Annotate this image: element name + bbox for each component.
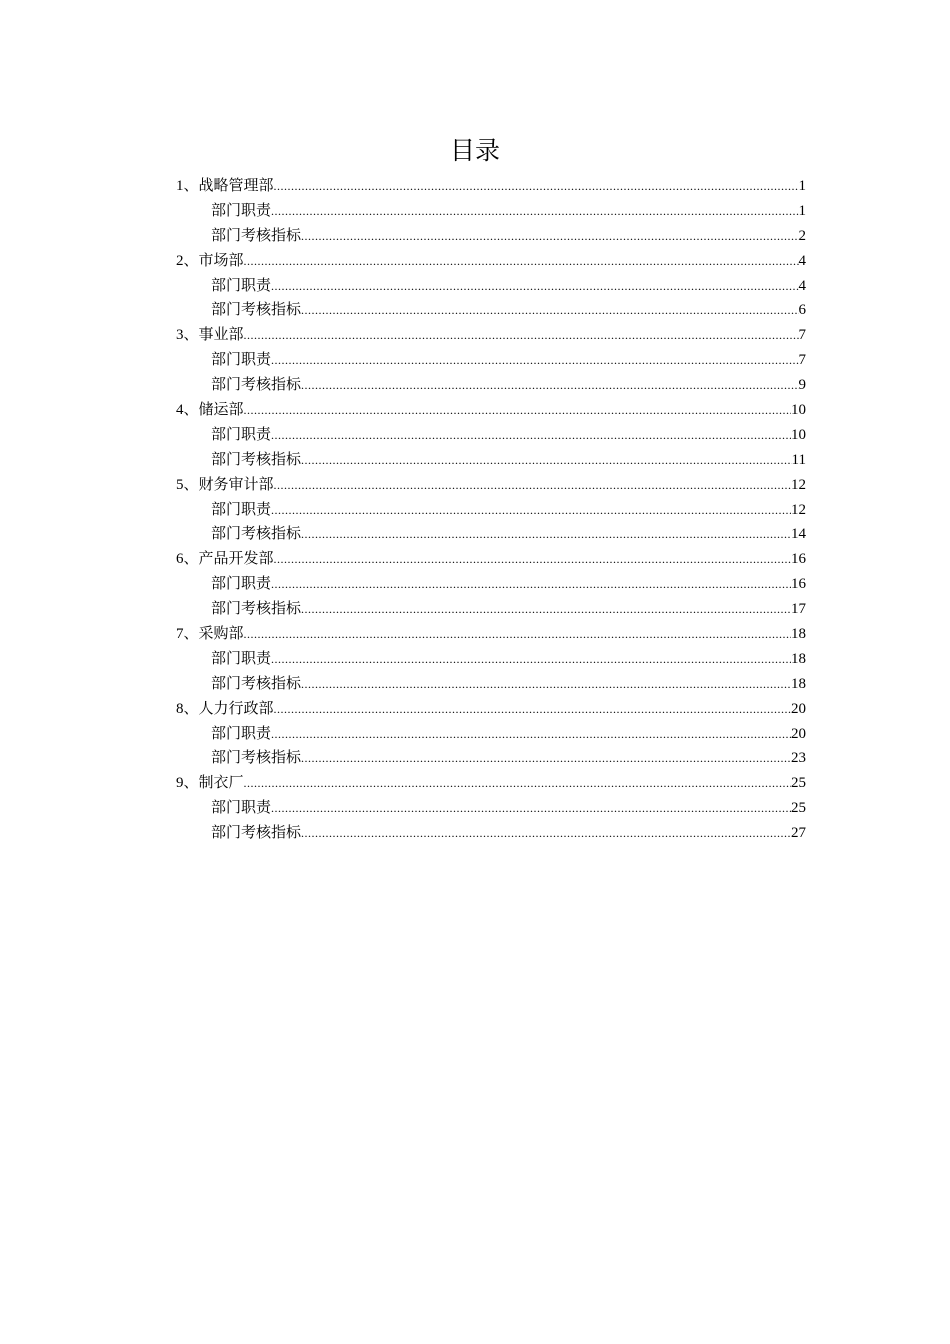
toc-dot-leader	[244, 771, 791, 796]
toc-page-number: 1	[798, 178, 806, 194]
toc-section-entry[interactable]	[176, 323, 806, 348]
toc-page-number: 7	[798, 327, 806, 344]
toc-dot-leader	[244, 249, 799, 274]
toc-page-number: 18	[791, 675, 806, 692]
toc-dot-leader	[244, 323, 799, 348]
toc-subsection-entry[interactable]	[176, 224, 806, 249]
toc-page-number: 1	[798, 202, 806, 219]
toc-page-number: 18	[791, 650, 806, 667]
toc-page-number: 14	[791, 526, 806, 543]
toc-dot-leader	[271, 722, 791, 747]
toc-subsection-entry[interactable]	[176, 597, 806, 622]
toc-dot-leader	[271, 423, 791, 448]
toc-entry-label: 8、人力行政部	[176, 700, 274, 717]
toc-entry-label: 部门职责	[211, 650, 272, 667]
toc-page-number: 10	[791, 426, 806, 443]
toc-entry-label: 部门考核指标	[211, 227, 302, 244]
toc-dot-leader	[301, 597, 791, 622]
toc-entry-label: 部门考核指标	[211, 377, 302, 394]
toc-entry-label: 9、制衣厂	[176, 775, 244, 792]
toc-entry-label: 6、产品开发部	[176, 551, 274, 568]
toc-page-number: 20	[791, 725, 806, 742]
toc-entry-label: 部门职责	[211, 800, 272, 817]
toc-dot-leader	[271, 572, 791, 597]
toc-entry-label: 3、事业部	[176, 327, 244, 344]
toc-dot-leader	[244, 398, 791, 423]
toc-entry-label: 部门考核指标	[211, 526, 302, 543]
toc-subsection-entry[interactable]	[176, 647, 806, 672]
toc-entry-label: 部门职责	[211, 352, 272, 369]
toc-dot-leader	[271, 647, 791, 672]
toc-title: 目录	[449, 136, 500, 165]
toc-page-number: 18	[791, 626, 806, 643]
toc-page-number: 6	[798, 302, 806, 319]
toc-entry-label: 7、采购部	[176, 626, 244, 643]
toc-page-number: 16	[791, 576, 806, 593]
toc-dot-leader	[271, 498, 791, 523]
toc-entry-label: 部门职责	[211, 725, 272, 742]
toc-subsection-entry[interactable]	[176, 498, 806, 523]
toc-dot-leader	[274, 697, 791, 722]
toc-dot-leader	[301, 746, 791, 771]
toc-page-number: 12	[791, 501, 806, 518]
toc-page-number: 23	[791, 750, 806, 767]
toc-subsection-entry[interactable]	[176, 423, 806, 448]
toc-dot-leader	[271, 274, 798, 299]
toc-subsection-entry[interactable]	[176, 373, 806, 398]
toc-dot-leader	[301, 373, 798, 398]
toc-section-entry[interactable]	[176, 771, 806, 796]
toc-subsection-entry[interactable]	[176, 672, 806, 697]
toc-dot-leader	[274, 174, 799, 199]
table-of-contents	[176, 174, 806, 846]
toc-subsection-entry[interactable]	[176, 522, 806, 547]
toc-subsection-entry[interactable]	[176, 298, 806, 323]
toc-page-number: 17	[791, 601, 806, 618]
toc-page-number: 20	[791, 700, 806, 717]
toc-entry-label: 2、市场部	[176, 252, 244, 269]
toc-entry-label: 部门职责	[211, 501, 272, 518]
toc-entry-label: 部门考核指标	[211, 825, 302, 842]
toc-subsection-entry[interactable]	[176, 274, 806, 299]
toc-dot-leader	[301, 224, 798, 249]
toc-dot-leader	[271, 348, 798, 373]
toc-page-number: 4	[798, 252, 806, 269]
toc-dot-leader	[301, 672, 791, 697]
toc-entry-label: 1、战略管理部	[176, 178, 274, 194]
toc-entry-label: 部门考核指标	[211, 750, 302, 767]
toc-page-number: 7	[798, 352, 806, 369]
toc-entry-label: 4、储运部	[176, 402, 244, 419]
toc-subsection-entry[interactable]	[176, 796, 806, 821]
toc-entry-label: 部门职责	[211, 576, 272, 593]
toc-subsection-entry[interactable]	[176, 199, 806, 224]
toc-entry-label: 5、财务审计部	[176, 476, 274, 493]
toc-dot-leader	[301, 298, 798, 323]
toc-section-entry[interactable]	[176, 697, 806, 722]
toc-section-entry[interactable]	[176, 249, 806, 274]
toc-dot-leader	[301, 448, 792, 473]
toc-dot-leader	[301, 522, 791, 547]
toc-page-number: 2	[798, 227, 806, 244]
toc-section-entry[interactable]	[176, 174, 806, 199]
toc-page-number: 11	[791, 451, 806, 468]
toc-section-entry[interactable]	[176, 622, 806, 647]
toc-subsection-entry[interactable]	[176, 448, 806, 473]
toc-section-entry[interactable]	[176, 398, 806, 423]
toc-entry-label: 部门考核指标	[211, 601, 302, 618]
toc-entry-label: 部门职责	[211, 426, 272, 443]
toc-section-entry[interactable]	[176, 473, 806, 498]
toc-subsection-entry[interactable]	[176, 572, 806, 597]
toc-entry-label: 部门职责	[211, 277, 272, 294]
toc-page-number: 25	[791, 800, 806, 817]
toc-page-number: 10	[791, 402, 806, 419]
toc-entry-label: 部门职责	[211, 202, 272, 219]
toc-subsection-entry[interactable]	[176, 821, 806, 846]
toc-dot-leader	[244, 622, 791, 647]
toc-page-number: 25	[791, 775, 806, 792]
toc-subsection-entry[interactable]	[176, 348, 806, 373]
toc-dot-leader	[274, 473, 791, 498]
toc-subsection-entry[interactable]	[176, 722, 806, 747]
toc-page-number: 4	[798, 277, 806, 294]
toc-page-number: 27	[791, 825, 806, 842]
toc-dot-leader	[301, 821, 791, 846]
toc-dot-leader	[271, 796, 791, 821]
toc-section-entry[interactable]	[176, 547, 806, 572]
toc-entry-label: 部门考核指标	[211, 675, 302, 692]
toc-page-number: 9	[798, 377, 806, 394]
toc-entry-label: 部门考核指标	[211, 451, 302, 468]
toc-dot-leader	[271, 199, 798, 224]
toc-dot-leader	[274, 547, 791, 572]
toc-subsection-entry[interactable]	[176, 746, 806, 771]
toc-page-number: 16	[791, 551, 806, 568]
toc-page-number: 12	[791, 476, 806, 493]
toc-entry-label: 部门考核指标	[211, 302, 302, 319]
